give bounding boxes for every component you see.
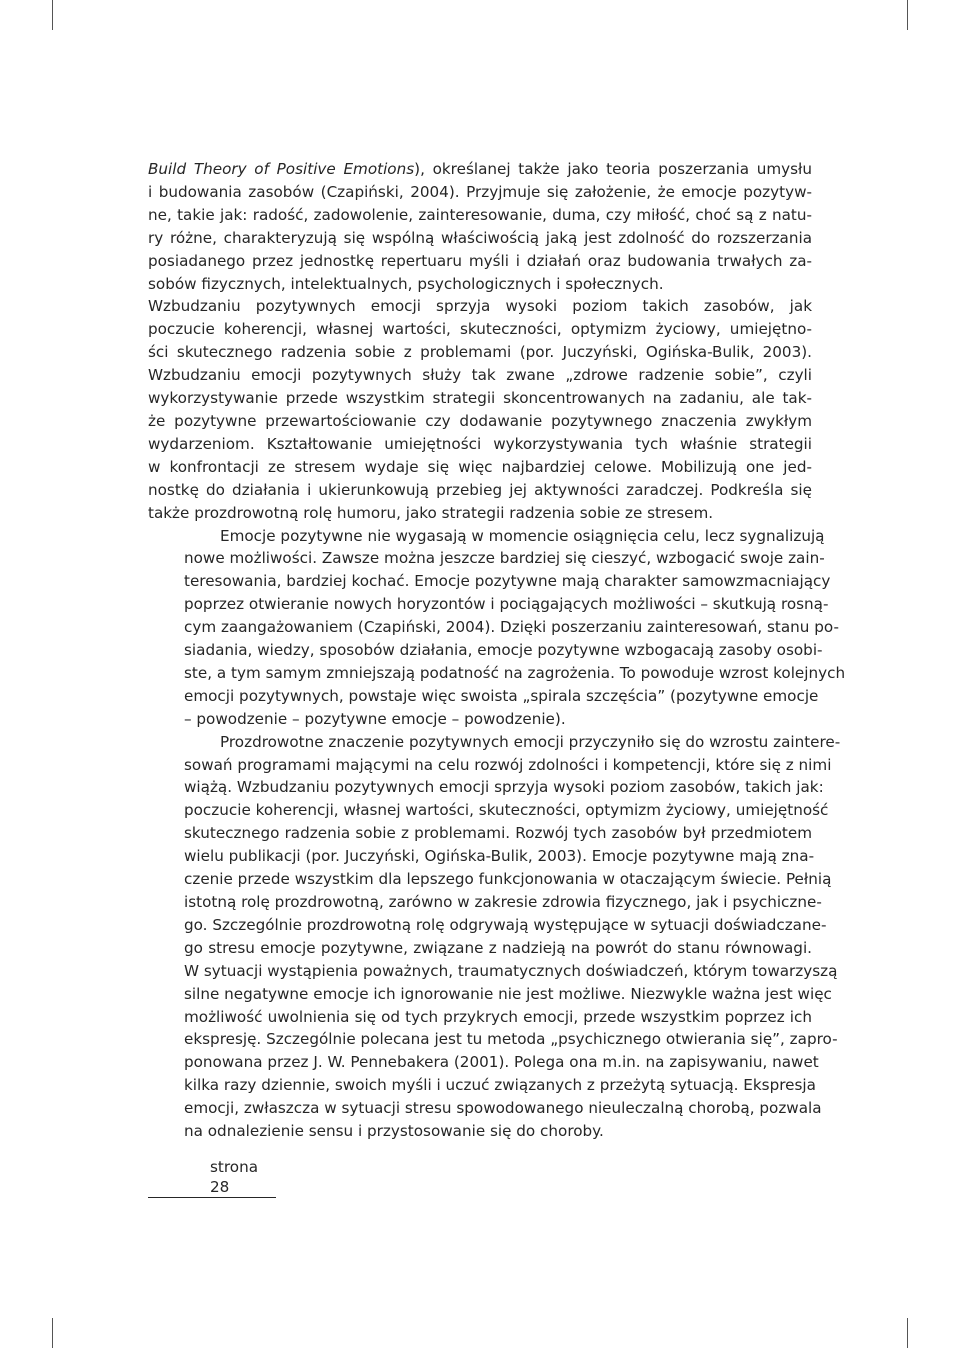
text-line: Wzbudzaniu pozytywnych emocji sprzyja wysoki poziom takich zasobów, jak bbox=[148, 297, 812, 316]
text-line: Wzbudzaniu emocji pozytywnych służy tak zwane „zdrowe radzenie sobie”, czyli bbox=[148, 366, 812, 385]
paragraph bbox=[148, 525, 846, 731]
text-line: Build Theory of Positive Emotions), określanej także jako teoria poszerzania umysłu bbox=[148, 160, 813, 178]
text-line: czenie przede wszystkim dla lepszego funkcjonowania w otaczającym świecie. Pełnią bbox=[184, 870, 832, 889]
text-line: nowe możliwości. Zawsze można jeszcze bardziej się cieszyć, wzbogacić swoje zain- bbox=[184, 549, 825, 568]
text-line: poprzez otwieranie nowych horyzontów i pociągających możliwości – skutkują rosną- bbox=[184, 595, 829, 614]
text-line: cym zaangażowaniem (Czapiński, 2004). Dzięki poszerzaniu zainteresowań, stanu po- bbox=[184, 618, 839, 637]
text-line: wykorzystywanie przede wszystkim strategii skoncentrowanych na zadaniu, ale tak- bbox=[148, 389, 812, 408]
text-line: ne, takie jak: radość, zadowolenie, zainteresowanie, duma, czy miłość, choć są z natu- bbox=[148, 205, 812, 224]
crop-mark bbox=[52, 0, 53, 30]
text-line: siadania, wiedzy, sposobów działania, emocje pozytywne wzbogacają zasoby osobi- bbox=[184, 641, 823, 660]
text-line: ste, a tym samym zmniejszają podatność na zagrożenia. To powoduje wzrost kolejnych bbox=[184, 663, 846, 682]
paragraph bbox=[148, 295, 812, 524]
text-line: i budowania zasobów (Czapiński, 2004). Przyjmuje się założenie, że emocje pozytyw- bbox=[148, 182, 812, 201]
paragraph bbox=[148, 158, 812, 295]
text-line: posiadanego przez jednostkę repertuaru myśli i działań oraz budowania trwałych za- bbox=[148, 251, 812, 270]
text-line: ekspresję. Szczególnie polecana jest tu metoda „psychicznego otwierania się”, zapro- bbox=[184, 1030, 838, 1049]
text-line: W sytuacji wystąpienia poważnych, traumatycznych doświadczeń, którym towarzyszą bbox=[184, 961, 838, 980]
crop-mark bbox=[907, 0, 908, 30]
text-line: poczucie koherencji, własnej wartości, skuteczności, optymizm życiowy, umiejętność bbox=[184, 801, 829, 820]
crop-mark bbox=[907, 1318, 908, 1348]
page-footer bbox=[148, 1157, 276, 1198]
text-line: go stresu emocje pozytywne, związane z nadzieją na powrót do stanu równowagi. bbox=[184, 938, 812, 957]
text-line: teresowania, bardziej kochać. Emocje pozytywne mają charakter samowzmacniający bbox=[184, 572, 831, 591]
text-line: istotną rolę prozdrowotną, zarówno w zakresie zdrowia fizycznego, jak i psychiczne- bbox=[184, 893, 822, 911]
text-line: emocji, zwłaszcza w sytuacji stresu spowodowanego nieuleczalną chorobą, pozwala bbox=[184, 1099, 822, 1118]
text-line: ry różne, charakteryzują się wspólną właściwością jaką jest zdolność do rozszerzania bbox=[148, 228, 812, 247]
text-line: także prozdrowotną rolę humoru, jako strategii radzenia sobie ze stresem. bbox=[148, 503, 714, 522]
text-line: w konfrontacji ze stresem wydaje się więc najbardziej celowe. Mobilizują one jed- bbox=[148, 457, 812, 476]
page-number: strona 28 bbox=[148, 1157, 276, 1198]
text-line: – powodzenie – pozytywne emocje – powodzenie). bbox=[184, 709, 566, 728]
text-line: silne negatywne emocje ich ignorowanie nie jest możliwe. Niezwykle ważna jest więc bbox=[184, 984, 832, 1003]
body-text bbox=[148, 158, 846, 1143]
text-line: nostkę do działania i ukierunkowują przebieg jej aktywności zaradczej. Podkreśla się bbox=[148, 480, 812, 499]
text-line: go. Szczególnie prozdrowotną rolę odgrywają występujące w sytuacji doświadczane- bbox=[184, 915, 827, 934]
text-line: skutecznego radzenia sobie z problemami. Rozwój tych zasobów był przedmiotem bbox=[184, 824, 812, 843]
paragraph bbox=[148, 731, 841, 1143]
text-line: ponowana przez J. W. Pennebakera (2001). Polega ona m.in. na zapisywaniu, nawet bbox=[184, 1053, 819, 1072]
text-line: że pozytywne przewartościowanie czy dodawanie pozytywnego znaczenia zwykłym bbox=[148, 411, 812, 430]
text-line: sobów fizycznych, intelektualnych, psychologicznych i społecznych. bbox=[148, 274, 664, 293]
text-line: poczucie koherencji, własnej wartości, skuteczności, optymizm życiowy, umiejętno- bbox=[148, 320, 812, 339]
crop-mark bbox=[52, 1318, 53, 1348]
text-line: ści skutecznego radzenia sobie z problemami (por. Juczyński, Ogińska-Bulik, 2003). bbox=[148, 343, 812, 362]
text-line: na odnalezienie sensu i przystosowanie się do choroby. bbox=[184, 1122, 604, 1141]
text-line: kilka razy dziennie, swoich myśli i uczuć związanych z przeżytą sytuacją. Ekspresja bbox=[184, 1076, 816, 1095]
text-line: wydarzeniom. Kształtowanie umiejętności wykorzystywania tych właśnie strategii bbox=[148, 434, 812, 453]
text-line: wiążą. Wzbudzaniu pozytywnych emocji sprzyja wysoki poziom zasobów, takich jak: bbox=[184, 778, 824, 797]
italic-title: Build Theory of Positive Emotions bbox=[148, 160, 415, 178]
text-line: emocji pozytywnych, powstaje więc swoista „spirala szczęścia” (pozytywne emocje bbox=[184, 686, 819, 705]
text-line: sowań programami mającymi na celu rozwój zdolności i kompetencji, które się z nimi bbox=[184, 755, 832, 774]
text-line: wielu publikacji (por. Juczyński, Ogińska-Bulik, 2003). Emocje pozytywne mają zna- bbox=[184, 847, 815, 866]
text-line: Prozdrowotne znaczenie pozytywnych emocji przyczyniło się do wzrostu zaintere- bbox=[220, 732, 841, 751]
text-line: możliwość uwolnienia się od tych przykrych emocji, przede wszystkim poprzez ich bbox=[184, 1007, 812, 1026]
text-line: Emocje pozytywne nie wygasają w momencie osiągnięcia celu, lecz sygnalizują bbox=[220, 526, 825, 545]
